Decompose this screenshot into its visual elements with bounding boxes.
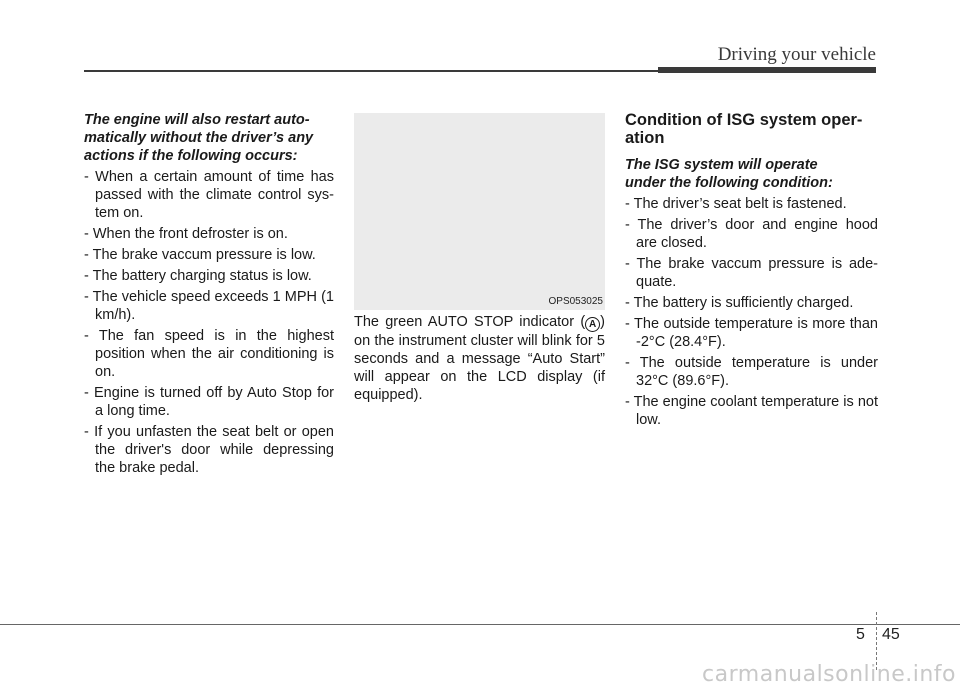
figure-image [354, 113, 605, 310]
list-item: - If you unfasten the seat belt or open the driver's door while depressing the brake pedal. [84, 424, 334, 476]
list-item: - The vehicle speed exceeds 1 MPH (1 km/h). [84, 289, 334, 323]
list-item: - The driver’s door and engine hood are closed. [625, 217, 878, 251]
restart-conditions-list [84, 168, 334, 477]
paragraph-text: The green AUTO STOP indicator ( [354, 314, 586, 330]
list-item: - The brake vaccum pressure is ade-quate. [625, 256, 878, 290]
list-item: - The battery charging status is low. [84, 268, 312, 284]
list-item: - Engine is turned off by Auto Stop for a long time. [84, 385, 334, 419]
heading-line: matically without the driver’s any [84, 130, 314, 146]
list-item: - The driver’s seat belt is fastened. [625, 196, 847, 212]
header-rule-accent [658, 67, 876, 73]
heading-line: Condition of ISG system oper- [625, 111, 863, 129]
list-item: - When a certain amount of time has passed with the climate control sys-tem on. [84, 169, 334, 221]
operation-conditions-list [625, 195, 878, 429]
auto-stop-paragraph [354, 313, 605, 404]
section-heading [625, 111, 878, 147]
list-item: - The outside temperature is more than -2°C (28.4°F). [625, 316, 878, 350]
list-item: - The outside temperature is under 32°C (89.6°F). [625, 355, 878, 389]
list-item: - When the front defroster is on. [84, 226, 288, 242]
indicator-a-icon: A [585, 317, 600, 332]
list-item: - The fan speed is in the highest position when the air conditioning is on. [84, 328, 334, 380]
heading-line: The engine will also restart auto- [84, 112, 310, 128]
list-item: - The engine coolant temperature is not low. [625, 394, 878, 428]
column-1 [84, 111, 334, 480]
heading-line: actions if the following occurs: [84, 148, 298, 164]
paragraph-text: ) on the instrument cluster will blink for 5 seconds and a message “Auto Start” will appear on the LCD display (if equipped). [354, 314, 605, 403]
page-number: 45 [882, 626, 900, 643]
restart-conditions-heading [84, 111, 334, 165]
section-number: 5 [856, 626, 865, 643]
heading-line: under the following condition: [625, 175, 833, 191]
heading-line: ation [625, 129, 665, 147]
list-item: - The brake vaccum pressure is low. [84, 247, 316, 263]
page-header-title: Driving your vehicle [717, 44, 876, 65]
list-item: - The battery is sufficiently charged. [625, 295, 854, 311]
footer-rule [0, 624, 960, 625]
watermark: carmanualsonline.info [702, 662, 956, 687]
operation-conditions-heading [625, 156, 878, 192]
heading-line: The ISG system will operate [625, 157, 818, 173]
figure-code: OPS053025 [548, 296, 603, 307]
column-3 [625, 111, 878, 432]
